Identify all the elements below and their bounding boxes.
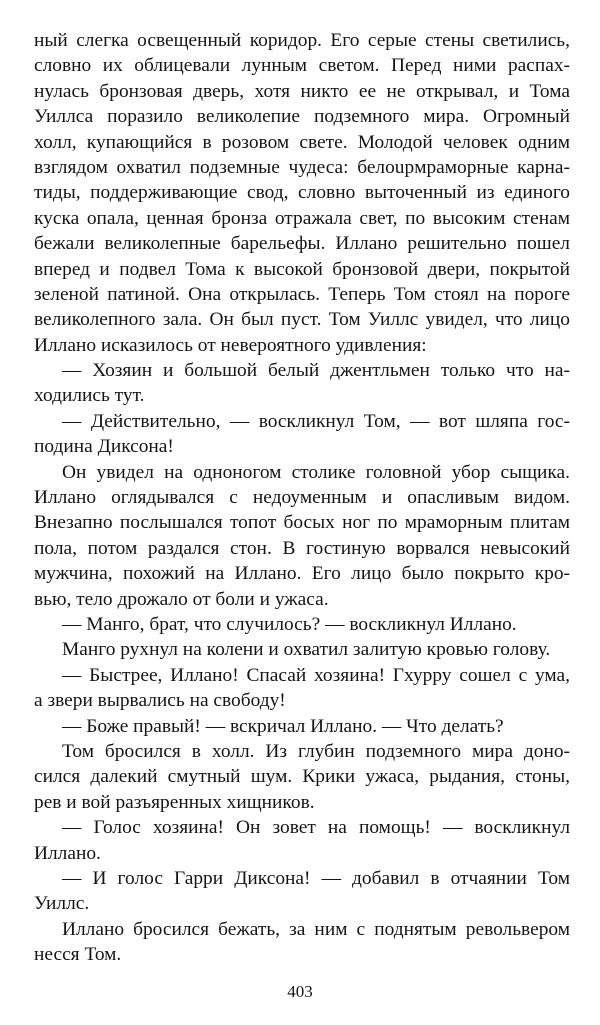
text-line: — Голос хозяина! Он зовет на помощь! — воскликнул (62, 817, 570, 839)
text-line: бежали великолепные барельефы. Иллано решительно пошел (34, 233, 570, 255)
text-line: словно их облицевали лунным светом. Перед ними распах- (34, 55, 570, 77)
text-line: ный слегка освещенный коридор. Его серые стены светились, (34, 30, 570, 51)
text-line: Иллано исказилось от невероятного удивления: (34, 334, 427, 356)
text-line: — Быстрее, Иллано! Спасай хозяина! Гхурру сошел с ума, (62, 664, 570, 686)
text-line: Том бросился в холл. Из глубин подземного мира доно- (62, 740, 570, 762)
text-line: мужчина, похожий на Иллано. Его лицо было покрыто кро- (34, 563, 570, 585)
text-line: Манго рухнул на колени и охватил залитую кровью голову. (62, 639, 551, 661)
text-line: а звери вырвались на свободу! (34, 690, 286, 712)
text-line: подина Диксона! (34, 436, 174, 458)
text-line: тиды, поддерживающие свод, словно выточенный из единого (34, 182, 570, 204)
text-line: несся Том. (34, 944, 122, 966)
text-line: пола, потом раздался стон. В гостиную ворвался невысокий (34, 537, 570, 559)
text-line: взглядом охватил подземные чудеса: белоupмраморные карна- (34, 156, 570, 178)
text-line: — Боже правый! — вскричал Иллано. — Что делать? (62, 715, 504, 737)
text-line: Иллано оглядывался с недоуменным и опасливым видом. (34, 487, 570, 509)
page-number: 403 (287, 982, 313, 1001)
body-text (34, 28, 570, 967)
text-line: сился далекий смутный шум. Крики ужаса, рыдания, стоны, (34, 766, 570, 788)
text-line: — Манго, брат, что случилось? — воскликнул Иллано. (62, 613, 517, 635)
text-line: нулась бронзовая дверь, хотя никто ее не открывал, и Тома (34, 80, 570, 102)
text-line: великолепного зала. Он был пуст. Том Уиллс увидел, что лицо (34, 309, 570, 331)
text-line: ходились тут. (34, 385, 145, 407)
text-line: — Действительно, — воскликнул Том, — вот шляпа гос- (62, 410, 570, 432)
text-line: зеленой патиной. Она открылась. Теперь Том стоял на пороге (34, 283, 570, 305)
text-line: вперед и подвел Тома к высокой бронзовой двери, покрытой (34, 258, 570, 280)
text-line: рев и вой разъяренных хищников. (34, 791, 315, 813)
text-line: Иллано. (34, 842, 101, 864)
text-line: Уиллса поразило великолепие подземного мира. Огромный (34, 106, 570, 128)
text-line: холл, купающийся в розовом свете. Молодой человек одним (34, 131, 570, 153)
text-line: Внезапно послышался топот босых ног по мраморным плитам (34, 512, 570, 534)
text-line: — И голос Гарри Диксона! — добавил в отчаянии Том (62, 867, 570, 889)
text-line: вью, тело дрожало от боли и ужаса. (34, 588, 329, 610)
text-line: — Хозяин и большой белый джентльмен только что на- (62, 360, 570, 382)
text-line: куска опала, ценная бронза отражала свет, по высоким стенам (34, 207, 570, 229)
text-line: Уиллс. (34, 893, 90, 915)
text-line: Он увидел на одноногом столике головной убор сыщика. (62, 461, 570, 483)
text-line: Иллано бросился бежать, за ним с поднятым револьвером (62, 918, 570, 940)
